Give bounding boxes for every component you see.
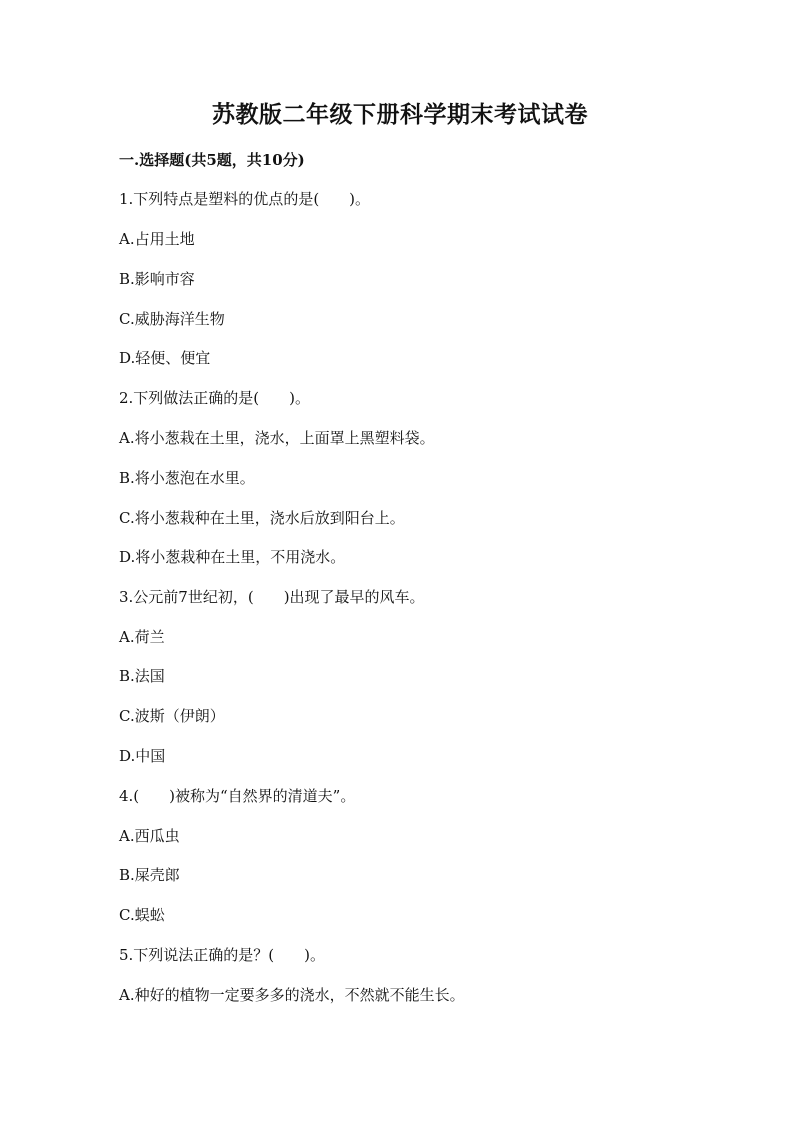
question-3: 3.公元前7世纪初，( )出现了最早的风车。 bbox=[119, 588, 425, 606]
option-2d: D.将小葱栽种在土里，不用浇水。 bbox=[119, 548, 346, 566]
option-3c: C.波斯（伊朗） bbox=[119, 707, 225, 725]
option-1b: B.影响市容 bbox=[119, 270, 195, 288]
option-3d: D.中国 bbox=[119, 747, 166, 765]
option-1c: C.威胁海洋生物 bbox=[119, 310, 225, 328]
option-2c: C.将小葱栽种在土里，浇水后放到阳台上。 bbox=[119, 509, 405, 527]
option-2a: A.将小葱栽在土里，浇水，上面罩上黑塑料袋。 bbox=[119, 429, 435, 447]
option-3b: B.法国 bbox=[119, 667, 165, 685]
question-4: 4.( )被称为“自然界的清道夫”。 bbox=[119, 787, 356, 805]
question-2: 2.下列做法正确的是( )。 bbox=[119, 389, 311, 407]
question-1: 1.下列特点是塑料的优点的是( )。 bbox=[119, 190, 371, 208]
option-4b: B.屎壳郎 bbox=[119, 866, 180, 884]
option-1d: D.轻便、便宜 bbox=[119, 349, 211, 367]
option-4a: A.西瓜虫 bbox=[119, 827, 180, 845]
option-5a: A.种好的植物一定要多多的浇水，不然就不能生长。 bbox=[119, 986, 465, 1004]
option-3a: A.荷兰 bbox=[119, 628, 165, 646]
section-heading: 一.选择题(共5题，共10分) bbox=[119, 151, 305, 169]
option-4c: C.蜈蚣 bbox=[119, 906, 165, 924]
option-2b: B.将小葱泡在水里。 bbox=[119, 469, 255, 487]
exam-title: 苏教版二年级下册科学期末考试试卷 bbox=[212, 101, 588, 128]
question-5: 5.下列说法正确的是？( )。 bbox=[119, 946, 326, 964]
option-1a: A.占用土地 bbox=[119, 230, 195, 248]
